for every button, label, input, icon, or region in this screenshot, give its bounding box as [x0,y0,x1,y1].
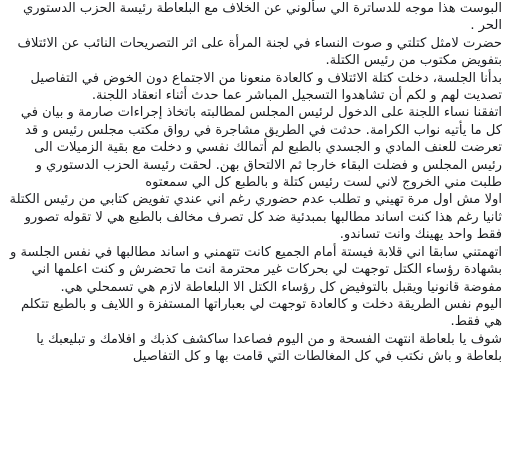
post-paragraph-attendance: حضرت لامثل كتلتي و صوت النساء في لجنة المرأة على اثر التصريحات النائب عن الائتلاف بتفويض مكتوب من رئيس الكتلة. [17,35,502,69]
post-paragraph-closing: شوف يا بلعاطة انتهت الفسحة و من اليوم فصاعدا ساكشف كذبك و افلامك و تبليعبك يا بلعاطة و باش نكتب في كل المغالطات التي قامت بها و كل التفاصيل [36,331,502,365]
post-paragraph-agreement: اتفقنا نساء اللجنة على الدخول لرئيس المجلس لمطالبته باتخاذ إجراءات صارمة و بيان في كل ما يأتيه نواب الكرامة. حدثت في الطريق مشاجرة في رواق مكتب مجلس رئيس و قد تعرضت للعنف المادي و الجسدي بالطبع لم أتمالك نفسي و دخلت مع بقية الزميلات الى رئيس المجلس و فضلت البقاء خارجا ثم الالتحاق بهن. لحقت رئيسة الحزب الدستوري و طلبت مني الخروج لاني لست رئيس كتلة و بالطبع كل الي سمعتوه [20,105,502,191]
post-paragraph-session: بدأنا الجلسة، دخلت كتلة الائتلاف و كالعادة منعونا من الاجتماع دون الخوض في التفاصيل تصديت لهم و لكم أن تشاهدوا التسجيل المباشر عما حدث أثناء انعقاد اللجنة. [30,70,502,104]
post-paragraph-today: اليوم نفس الطريقة دخلت و كالعادة توجهت لي بعباراتها المستفزة و اللايف و بالطبع تتكلم هي فقط. [20,296,502,330]
post-paragraph-intro: البوست هذا موجه للدساترة الي سألوني عن الخلاف مع البلعاطة رئيسة الحزب الدستوري الحر . [22,1,502,34]
post-paragraph-first-point: اولا مش اول مرة تهيني و تطلب عدم حضوري رغم اني عندي تفويض كتابي من رئيس الكتلة ثانيا رغم هذا كنت اساند مطالبها بمبدئية ضد كل تصرف مخالف بالطبع هي لا تقوله تصورو فقط واحد يهينك وانت تساندو. [9,192,502,243]
post-paragraph-accusation: اتهمتني سابقا اني قلابة فيستة أمام الجميع كانت تتهمني و اساند مطالبها في نفس الجلسة و بشهادة رؤساء الكتل توجهت لي بحركات غير محترمة انت ما تحضرش و كنت اعلمها اني مفوضة قانونيا ويقبل بالتوفيض كل رؤساء الكتل الا البلعاطة لازم هي تسمحلي هي. [10,244,502,295]
